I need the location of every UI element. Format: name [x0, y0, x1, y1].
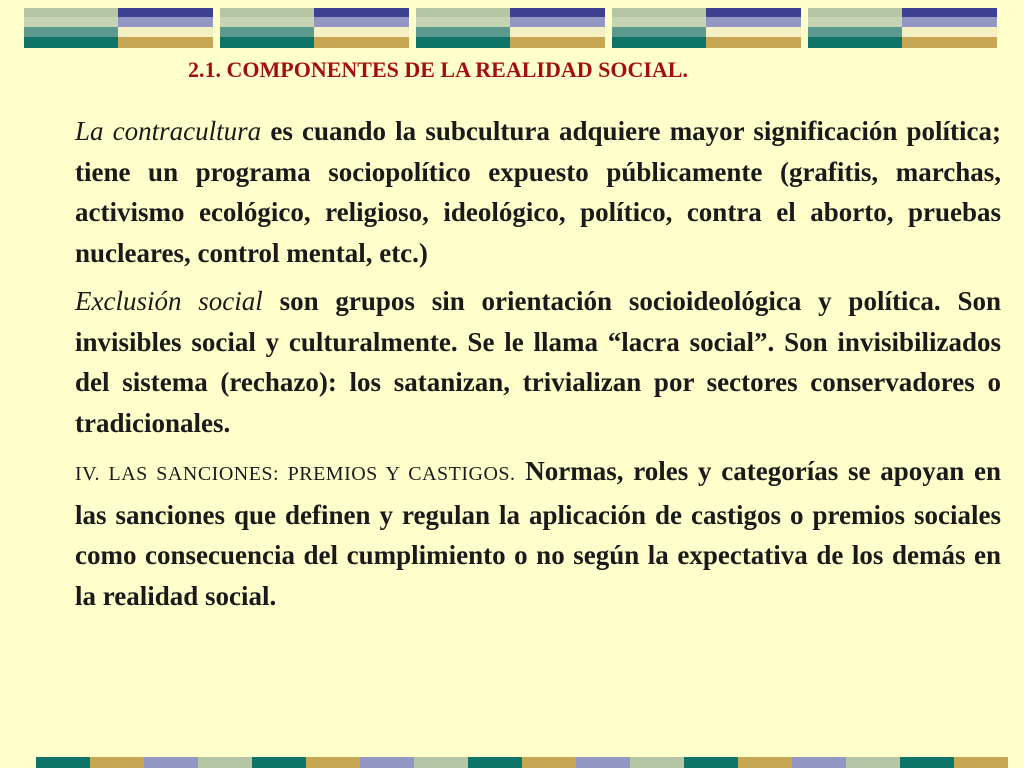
definition-exclusion-social: son grupos sin orientación socioideológica y política. Son invisibles social y culturalmente. Se le llama “lacra social”. Son invisibilizados del sistema (rechazo): los satanizan, trivializan por sectores conservadores o tradicionales.: [75, 286, 1002, 438]
term-exclusion-social: Exclusión social: [75, 286, 263, 316]
paragraph-contracultura: [75, 111, 1001, 273]
paragraph-sanciones: [75, 451, 1001, 616]
decorative-tile: [612, 8, 801, 48]
bottom-decorative-band: [0, 757, 1024, 768]
definition-contracultura: es cuando la subcultura adquiere mayor significación política; tiene un programa sociopolítico expuesto públicamente (grafitis, marchas, activismo ecológico, religioso, ideológico, político, contra el aborto, pruebas nucleares, control mental, etc.): [75, 116, 1001, 268]
paragraph-exclusion-social: [75, 281, 1001, 443]
top-decorative-band: [0, 0, 1024, 48]
decorative-tile: [416, 8, 605, 48]
definition-sanciones: Normas, roles y categorías se apoyan en las sanciones que definen y regulan la aplicación de castigos o premios sociales como consecuencia del cumplimiento o no según la expectativa de los demás en la realidad social.: [75, 456, 1001, 611]
decorative-tile: [220, 8, 409, 48]
decorative-tile: [808, 8, 997, 48]
slide-body: [75, 111, 1001, 624]
term-contracultura: La contracultura: [75, 116, 262, 146]
decorative-tile: [24, 8, 213, 48]
section-heading-sanciones: IV. LAS SANCIONES: PREMIOS Y CASTIGOS.: [75, 463, 516, 485]
slide-title: 2.1. COMPONENTES DE LA REALIDAD SOCIAL.: [188, 57, 688, 82]
